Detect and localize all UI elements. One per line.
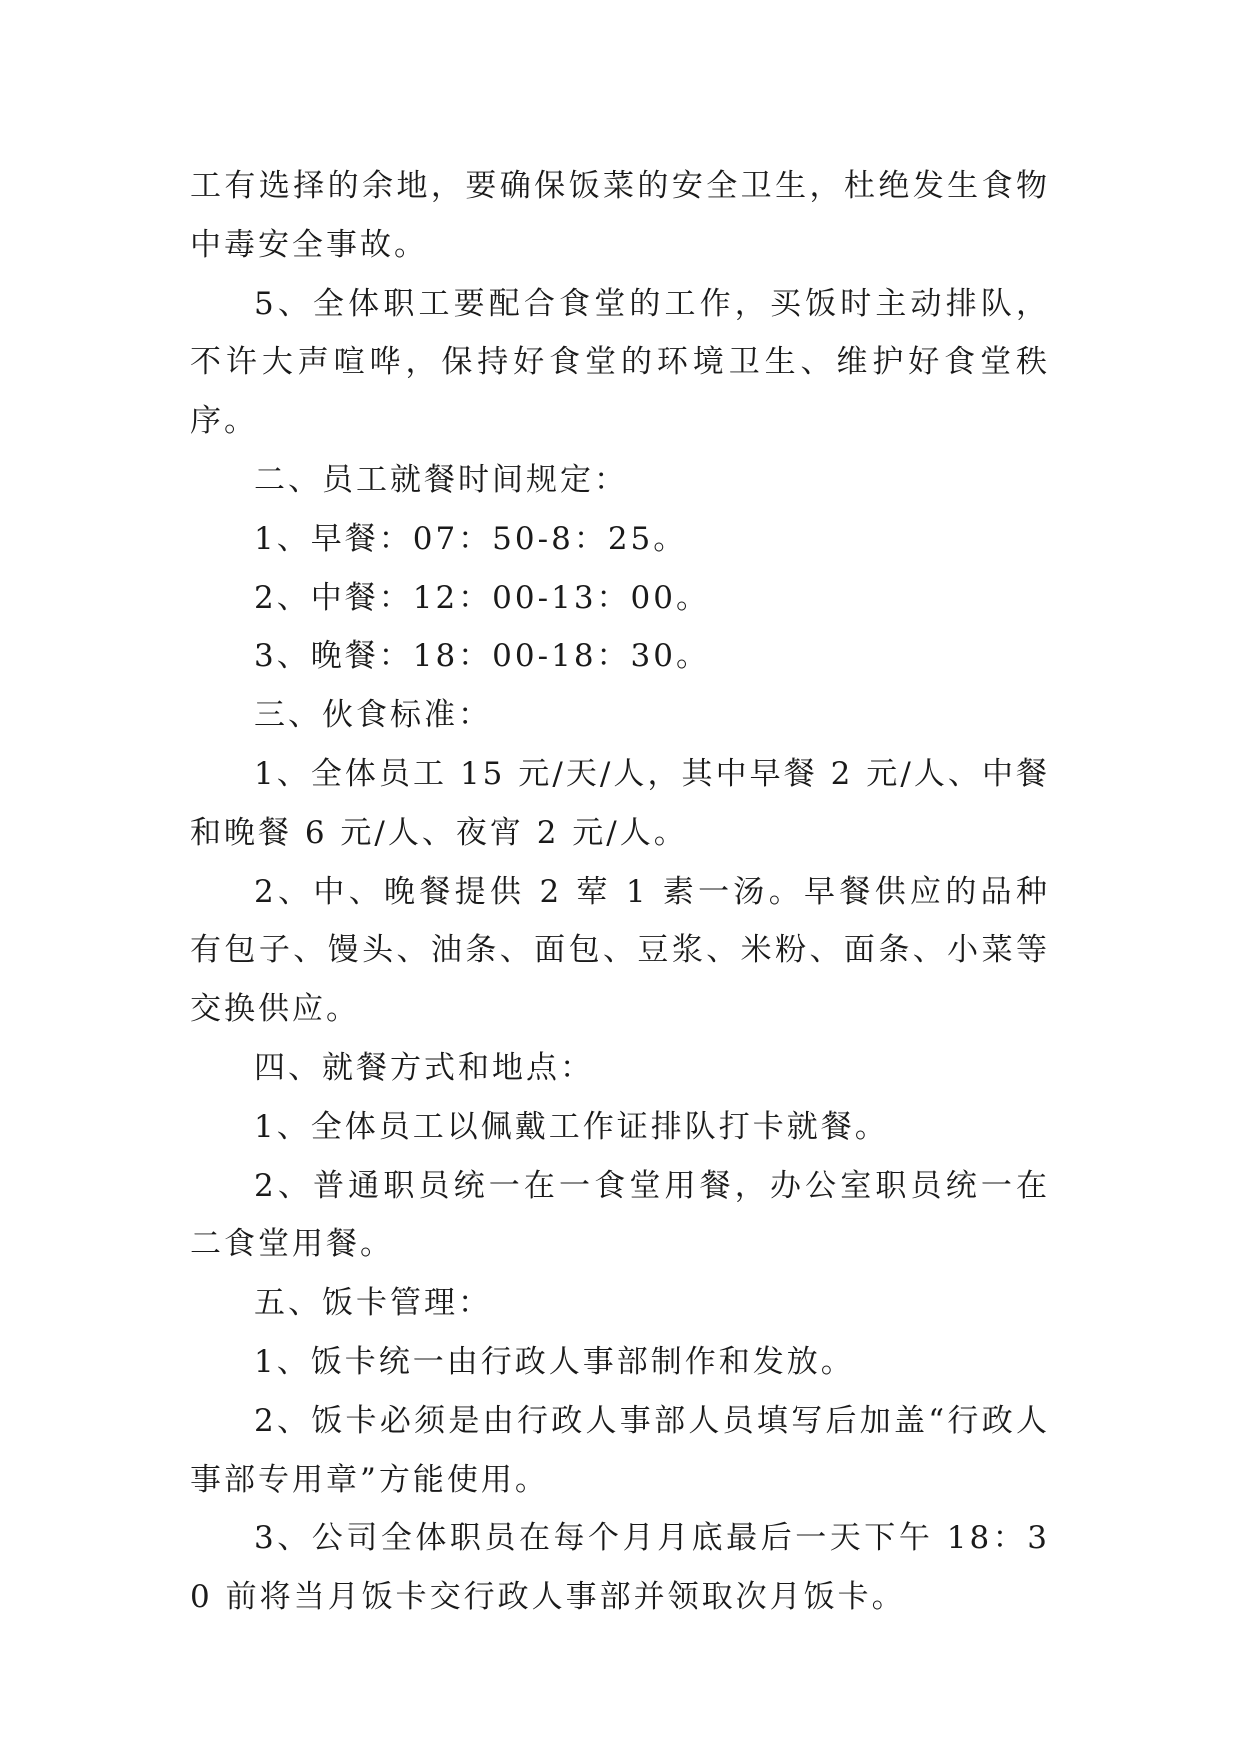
section-heading-meal-card: 五、饭卡管理：: [254, 1285, 492, 1322]
paragraph-card-stamp: 2、饭卡必须是由行政人事部人员填写后加盖“行政人事部专用章”方能使用。: [190, 1402, 1050, 1498]
paragraph-continuation: 工有选择的余地，要确保饭菜的安全卫生，杜绝发生食物中毒安全事故。: [190, 168, 1050, 263]
paragraph-dining-canteen: 2、普通职员统一在一食堂用餐，办公室职员统一在二食堂用餐。: [190, 1167, 1050, 1263]
section-heading-meal-times: 二、员工就餐时间规定：: [254, 461, 628, 498]
paragraph-standard-cost: 1、全体员工 15 元/天/人，其中早餐 2 元/人、中餐和晚餐 6 元/人、夜宵 2 元/人。: [190, 755, 1050, 851]
paragraph-rule-5: 5、全体职工要配合食堂的工作，买饭时主动排队，不许大声喧哗，保持好食堂的环境卫生、维护好食堂秩序。: [190, 285, 1050, 440]
paragraph-dining-card: 1、全体员工以佩戴工作证排队打卡就餐。: [254, 1108, 889, 1145]
section-heading-dining-place: 四、就餐方式和地点：: [254, 1049, 594, 1086]
paragraph-dinner-time: 3、晚餐：18：00-18：30。: [254, 638, 710, 675]
paragraph-standard-menu: 2、中、晚餐提供 2 荤 1 素一汤。早餐供应的品种有包子、馒头、油条、面包、豆浆、米粉、面条、小菜等交换供应。: [190, 873, 1050, 1028]
paragraph-lunch-time: 2、中餐：12：00-13：00。: [254, 579, 710, 616]
paragraph-breakfast-time: 1、早餐：07：50-8：25。: [254, 520, 688, 557]
paragraph-card-issue: 1、饭卡统一由行政人事部制作和发放。: [254, 1343, 855, 1380]
paragraph-card-return: 3、公司全体职员在每个月月底最后一天下午 18：30 前将当月饭卡交行政人事部并领取次月饭卡。: [190, 1520, 1050, 1616]
document-body: [190, 157, 1050, 1627]
section-heading-meal-standard: 三、伙食标准：: [254, 697, 492, 734]
